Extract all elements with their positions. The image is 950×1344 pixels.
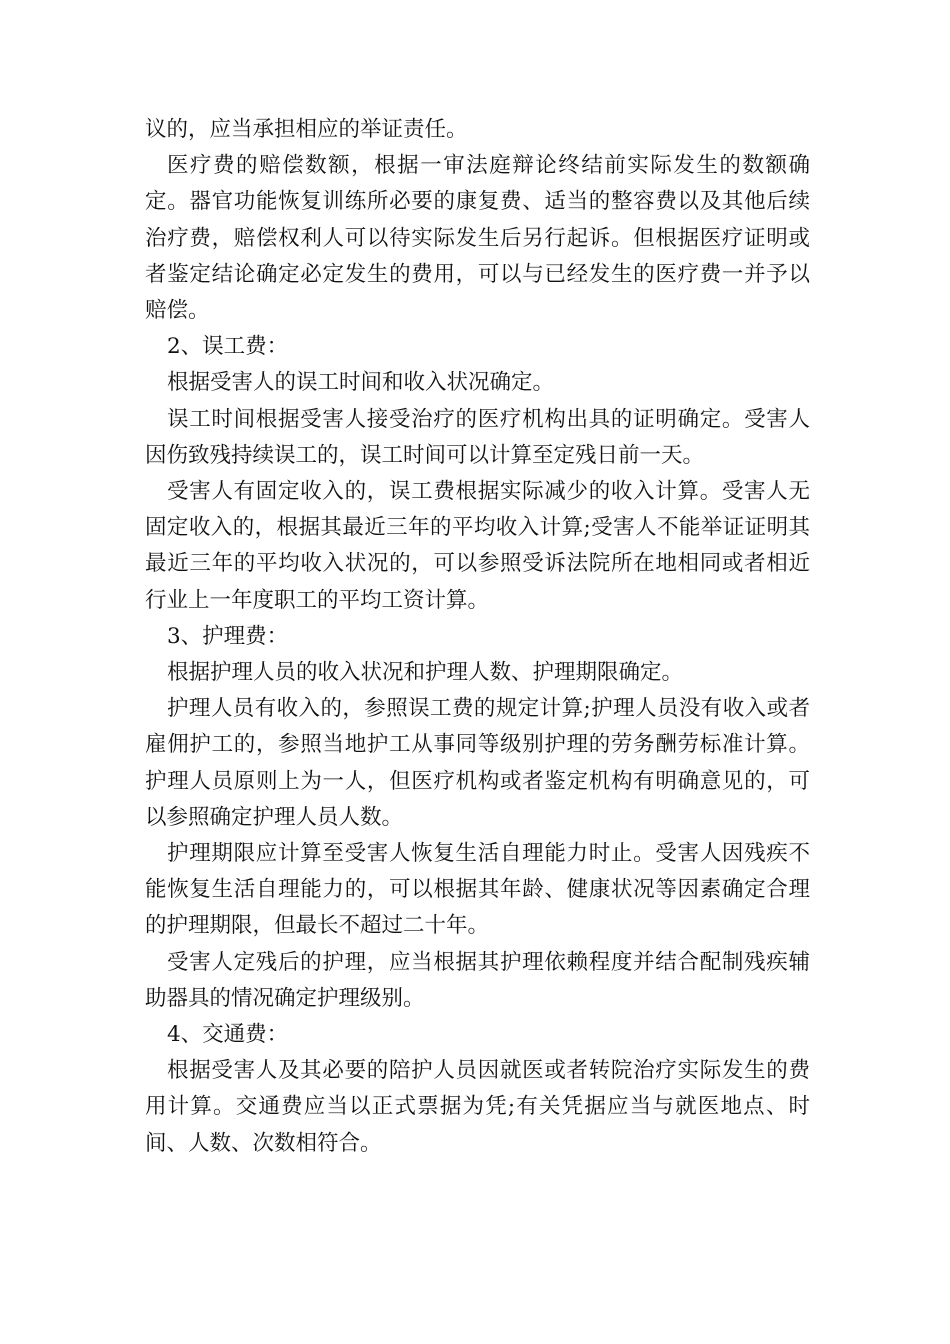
paragraph-nursing-level: 受害人定残后的护理，应当根据其护理依赖程度并结合配制残疾辅助器具的情况确定护理级别。 bbox=[145, 949, 810, 1011]
heading-nursing-fee: 3、护理费： bbox=[167, 623, 289, 649]
heading-lost-wages: 2、误工费： bbox=[167, 334, 289, 360]
paragraph-nursing-basis: 根据护理人员的收入状况和护理人数、护理期限确定。 bbox=[167, 660, 684, 686]
paragraph-nursing-period: 护理期限应计算至受害人恢复生活自理能力时止。受害人因残疾不能恢复生活自理能力的，可以根据其年龄、健康状况等因素确定合理的护理期限，但最长不超过二十年。 bbox=[145, 841, 810, 939]
paragraph-lost-time: 误工时间根据受害人接受治疗的医疗机构出具的证明确定。受害人因伤致残持续误工的，误工时间可以计算至定残日前一天。 bbox=[145, 406, 810, 468]
paragraph-medical-fee: 医疗费的赔偿数额，根据一审法庭辩论终结前实际发生的数额确定。器官功能恢复训练所必要的康复费、适当的整容费以及其他后续治疗费，赔偿权利人可以待实际发生后另行起诉。但根据医疗证明或者鉴定结论确定必定发生的费用，可以与已经发生的医疗费一并予以赔偿。 bbox=[145, 153, 810, 324]
document-body bbox=[145, 112, 810, 1162]
paragraph-nursing-staff: 护理人员有收入的，参照误工费的规定计算;护理人员没有收入或者雇佣护工的，参照当地护工从事同等级别护理的劳务酬劳标准计算。护理人员原则上为一人，但医疗机构或者鉴定机构有明确意见的，可以参照确定护理人员人数。 bbox=[145, 696, 810, 830]
paragraph-transport-calc: 根据受害人及其必要的陪护人员因就医或者转院治疗实际发生的费用计算。交通费应当以正式票据为凭;有关凭据应当与就医地点、时间、人数、次数相符合。 bbox=[145, 1058, 810, 1156]
paragraph-income-calc: 受害人有固定收入的，误工费根据实际减少的收入计算。受害人无固定收入的，根据其最近三年的平均收入计算;受害人不能举证证明其最近三年的平均收入状况的，可以参照受诉法院所在地相同或者相近行业上一年度职工的平均工资计算。 bbox=[145, 479, 810, 613]
paragraph-continuation: 议的，应当承担相应的举证责任。 bbox=[145, 117, 468, 142]
heading-transport-fee: 4、交通费： bbox=[167, 1022, 289, 1048]
paragraph-lost-wages-basis: 根据受害人的误工时间和收入状况确定。 bbox=[167, 370, 555, 396]
